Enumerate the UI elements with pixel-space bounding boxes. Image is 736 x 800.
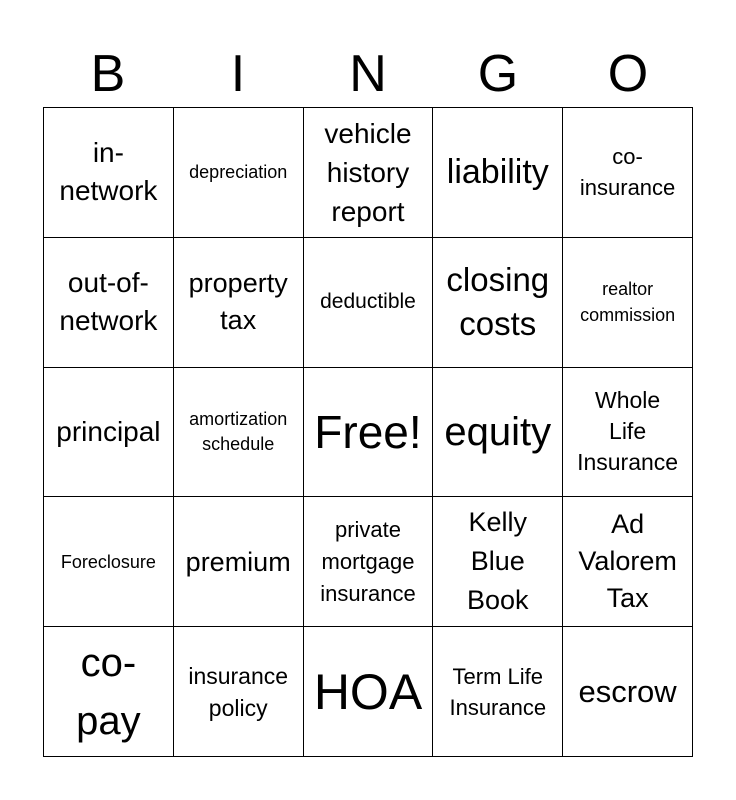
cell-label: Term Life Insurance [449,663,547,720]
header-letter-g: G [477,45,519,103]
cell-label: closing costs [446,261,550,343]
bingo-cell-r4c5 [563,497,693,627]
bingo-cell-r4c2 [174,497,304,627]
cell-label: vehicle history report [324,117,412,227]
header-letter-o: O [607,45,649,103]
cell-label: co- insurance [579,144,676,201]
bingo-cell-r5c1 [44,627,174,757]
bingo-cell-r4c4 [433,497,563,627]
bingo-cell-r3c3 [304,368,434,498]
cell-label: amortization schedule [189,408,288,454]
cell-label: premium [185,546,291,577]
bingo-card-grid [43,107,693,757]
cell-label: co- pay [76,640,141,743]
cell-label: in- network [59,137,158,207]
bingo-cell-r1c4 [433,108,563,238]
bingo-cell-r3c2 [174,368,304,498]
bingo-cell-r4c3 [304,497,434,627]
bingo-cell-r2c5 [563,238,693,368]
bingo-cell-r3c4 [433,368,563,498]
cell-label: escrow [578,673,677,709]
header-letter-b: B [90,45,126,103]
cell-label: Whole Life Insurance [577,387,679,476]
cell-label: property tax [188,268,288,336]
bingo-cell-r3c5 [563,368,693,498]
header-letter-n: N [349,45,387,103]
bingo-cell-r2c1 [44,238,174,368]
bingo-cell-r5c3 [304,627,434,757]
bingo-cell-r5c5 [563,627,693,757]
cell-label: principal [56,415,161,447]
cell-label: out-of- network [59,267,158,337]
cell-label: Foreclosure [60,551,156,572]
bingo-cell-r2c3 [304,238,434,368]
bingo-cell-r1c1 [44,108,174,238]
bingo-cell-r5c4 [433,627,563,757]
cell-label: Ad Valorem Tax [578,509,677,614]
bingo-cell-r2c4 [433,238,563,368]
cell-label: equity [444,409,552,454]
bingo-cell-r1c3 [304,108,434,238]
cell-label: HOA [313,663,423,720]
bingo-cell-r5c2 [174,627,304,757]
cell-label: Kelly Blue Book [467,507,529,616]
cell-label: depreciation [189,162,288,183]
bingo-cell-r3c1 [44,368,174,498]
free-space: Free! [314,405,422,458]
cell-label: insurance policy [188,662,289,721]
cell-label: private mortgage insurance [320,516,416,606]
bingo-cell-r2c2 [174,238,304,368]
bingo-cell-r1c5 [563,108,693,238]
bingo-cell-r1c2 [174,108,304,238]
cell-label: deductible [320,290,416,314]
header-letter-i: I [230,45,246,103]
cell-label: liability [446,153,549,192]
bingo-cell-r4c1 [44,497,174,627]
cell-label: realtor commission [580,279,676,326]
bingo-header [43,42,693,106]
